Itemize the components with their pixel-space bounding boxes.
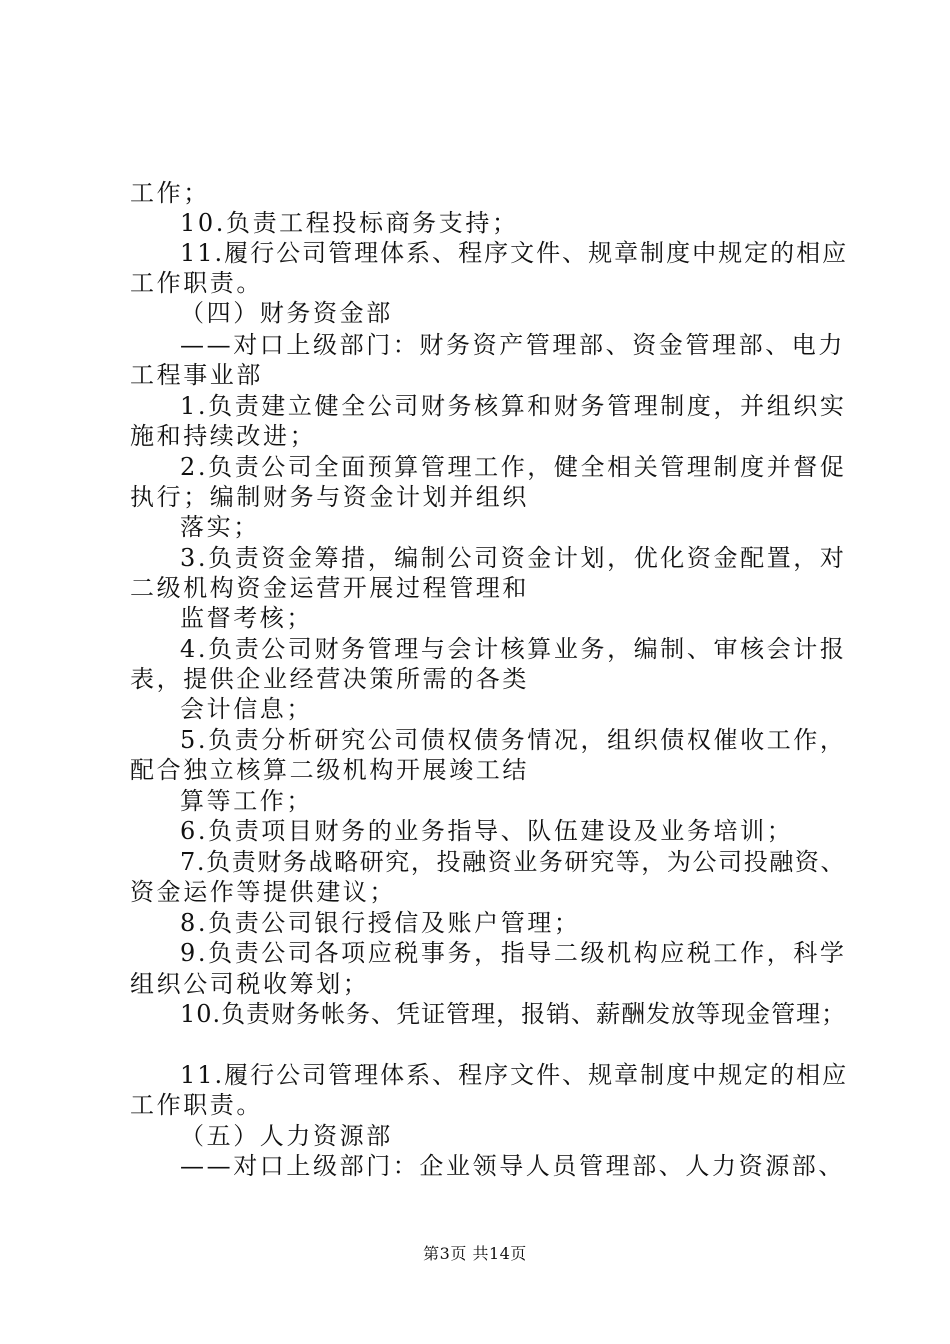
text-line: 会计信息；	[180, 695, 313, 723]
text-line: 组织公司税收筹划；	[130, 970, 370, 998]
text-line: 工程事业部	[130, 361, 263, 389]
text-line: 4.负责公司财务管理与会计核算业务，编制、审核会计报	[180, 635, 847, 663]
text-line: 10.负责工程投标商务支持；	[180, 209, 519, 237]
text-line: 施和持续改进；	[130, 422, 317, 450]
text-line: 工作；	[130, 179, 210, 207]
text-line: 9.负责公司各项应税事务，指导二级机构应税工作，科学	[180, 939, 847, 967]
text-line: 11.履行公司管理体系、程序文件、规章制度中规定的相应	[180, 239, 849, 267]
text-line: 6.负责项目财务的业务指导、队伍建设及业务培训；	[180, 817, 794, 845]
text-line: 3.负责资金筹措，编制公司资金计划，优化资金配置，对	[180, 544, 847, 572]
text-line: 落实；	[180, 513, 260, 541]
text-line: 监督考核；	[180, 604, 313, 632]
text-line: 1.负责建立健全公司财务核算和财务管理制度，并组织实	[180, 392, 847, 420]
page-number-footer: 第3页 共14页	[423, 1244, 527, 1263]
text-line: 5.负责分析研究公司债权债务情况，组织债权催收工作，	[180, 726, 847, 754]
text-line: 工作职责。	[130, 269, 263, 297]
text-line: 11.履行公司管理体系、程序文件、规章制度中规定的相应	[180, 1061, 849, 1089]
section-heading: （五）人力资源部	[180, 1122, 393, 1150]
text-line: 表，提供企业经营决策所需的各类	[130, 665, 529, 693]
text-line: ——对口上级部门：企业领导人员管理部、人力资源部、	[180, 1152, 845, 1180]
text-line: 算等工作；	[180, 787, 313, 815]
text-line: 资金运作等提供建议；	[130, 878, 396, 906]
text-line: 配合独立核算二级机构开展竣工结	[130, 756, 529, 784]
text-line: 工作职责。	[130, 1091, 263, 1119]
text-line: ——对口上级部门：财务资产管理部、资金管理部、电力	[180, 331, 845, 359]
section-heading: （四）财务资金部	[180, 299, 393, 327]
text-line: 2.负责公司全面预算管理工作，健全相关管理制度并督促	[180, 453, 847, 481]
text-line: 二级机构资金运营开展过程管理和	[130, 574, 529, 602]
text-line: 执行；编制财务与资金计划并组织	[130, 483, 529, 511]
text-line: 8.负责公司银行授信及账户管理；	[180, 909, 581, 937]
text-line: 10.负责财务帐务、凭证管理，报销、薪酬发放等现金管理；	[180, 1000, 847, 1028]
text-line: 7.负责财务战略研究，投融资业务研究等，为公司投融资、	[180, 848, 847, 876]
